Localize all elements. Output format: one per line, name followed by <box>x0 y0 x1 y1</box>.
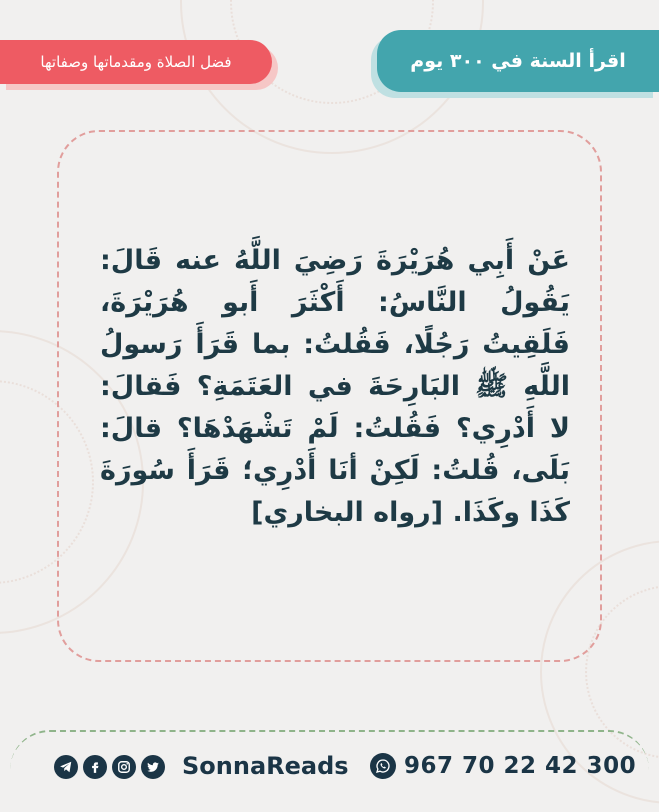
instagram-icon[interactable] <box>112 755 136 779</box>
account-handle[interactable]: SonnaReads <box>182 752 349 780</box>
twitter-icon[interactable] <box>141 755 165 779</box>
whatsapp-contact[interactable] <box>370 753 636 779</box>
hadith-text: عَنْ أَبِي هُرَيْرَةَ رَضِيَ اللَّهُ عنه قَالَ: يَقُولُ النَّاسُ: أَكْثَرَ أَبو هُرَيْرَةَ، فَلَقِيتُ رَجُلًا، فَقُلتُ: بما قَرَأَ رَسولُ اللَّهِ ﷺ البَارِحَةَ في العَتَمَةِ؟ فَقالَ: لا أَدْرِي؟ فَقُلتُ: لَمْ تَشْهَدْهَا؟ قالَ: بَلَى، قُلتُ: لَكِنْ أنَا أَدْرِي؛ قَرَأَ سُورَةَ كَذَا وكَذَا. [رواه البخاري] <box>100 245 570 528</box>
topic-badge <box>0 40 272 84</box>
phone-number: 967 70 22 42 300 <box>404 753 637 779</box>
series-title: اقرأ السنة في ٣٠٠ يوم <box>410 50 626 72</box>
facebook-icon[interactable] <box>83 755 107 779</box>
whatsapp-icon <box>370 753 396 779</box>
telegram-icon[interactable] <box>54 755 78 779</box>
topic-title: فضل الصلاة ومقدماتها وصفاتها <box>40 53 232 71</box>
social-icons <box>54 755 165 779</box>
series-title-badge <box>377 30 659 92</box>
